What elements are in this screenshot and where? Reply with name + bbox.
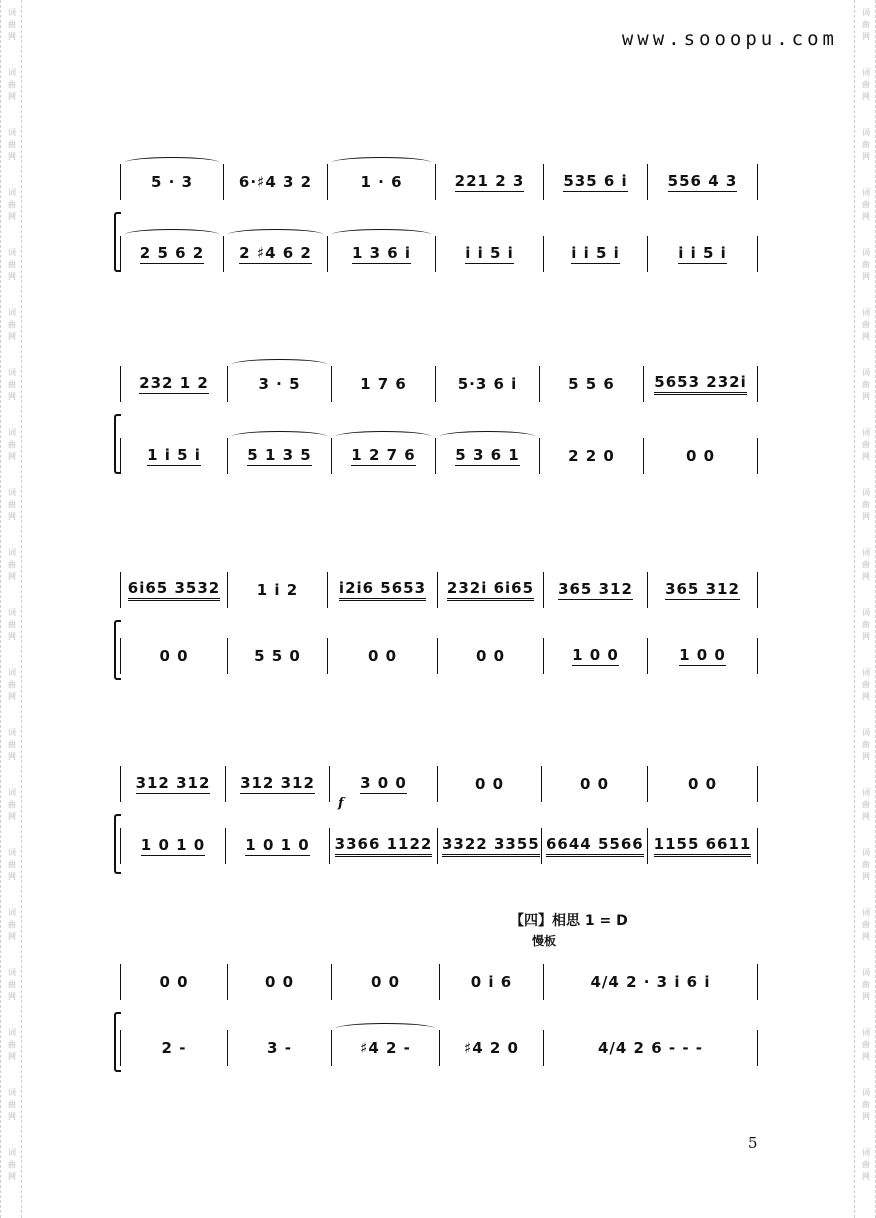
measure-notes: 5653 232i bbox=[654, 373, 746, 395]
dynamic-forte: f bbox=[338, 796, 344, 811]
margin-watermark-char: 网 bbox=[862, 152, 870, 161]
measure-notes: 5 5 0 bbox=[254, 647, 301, 665]
lower-staff bbox=[120, 236, 758, 272]
measure bbox=[648, 164, 758, 200]
margin-watermark-char: 网 bbox=[862, 692, 870, 701]
upper-staff bbox=[120, 164, 758, 200]
right-margin-watermark bbox=[854, 0, 876, 1218]
margin-watermark-char: 网 bbox=[862, 812, 870, 821]
margin-watermark-char: 网 bbox=[8, 1052, 16, 1061]
measure-notes: 365 312 bbox=[558, 580, 633, 598]
margin-watermark-char: 曲 bbox=[8, 140, 16, 149]
measure bbox=[120, 638, 228, 674]
margin-watermark-char: 曲 bbox=[862, 20, 870, 29]
margin-watermark-char: 网 bbox=[8, 752, 16, 761]
margin-watermark-char: 词 bbox=[8, 608, 16, 617]
tempo-marking: 慢板 bbox=[532, 934, 557, 948]
measure bbox=[224, 236, 328, 272]
measure bbox=[648, 572, 758, 608]
margin-watermark-char: 网 bbox=[862, 1052, 870, 1061]
measure bbox=[228, 638, 328, 674]
margin-watermark-char: 网 bbox=[862, 992, 870, 1001]
music-system-4 bbox=[120, 762, 758, 874]
measure bbox=[328, 236, 436, 272]
margin-watermark-char: 词 bbox=[8, 968, 16, 977]
measure-notes: 4/4 2 6 - - - bbox=[597, 1039, 703, 1057]
margin-watermark-char: 曲 bbox=[8, 800, 16, 809]
measure-notes: 3 0 0 bbox=[360, 774, 407, 792]
measure-notes: 2 5 6 2 bbox=[139, 244, 205, 262]
margin-watermark-char: 词 bbox=[8, 1148, 16, 1157]
measure bbox=[120, 366, 228, 402]
margin-watermark-char: 曲 bbox=[8, 620, 16, 629]
measure-notes: i i 5 i bbox=[465, 244, 514, 262]
margin-watermark-char: 曲 bbox=[8, 20, 16, 29]
margin-watermark-char: 网 bbox=[8, 92, 16, 101]
measure bbox=[544, 1030, 758, 1066]
measure-notes: 221 2 3 bbox=[454, 172, 525, 190]
measure-notes: 1 2 7 6 bbox=[351, 446, 416, 464]
measure bbox=[648, 828, 758, 864]
measure bbox=[644, 438, 758, 474]
margin-watermark-char: 词 bbox=[8, 848, 16, 857]
measure-notes: 0 0 bbox=[264, 973, 295, 991]
margin-watermark-char: 词 bbox=[862, 1028, 870, 1037]
margin-watermark-char: 曲 bbox=[862, 680, 870, 689]
margin-watermark-char: 网 bbox=[8, 872, 16, 881]
margin-watermark-char: 曲 bbox=[8, 1160, 16, 1169]
measure bbox=[644, 366, 758, 402]
measure bbox=[332, 964, 440, 1000]
margin-watermark-char: 网 bbox=[8, 812, 16, 821]
lower-staff bbox=[120, 1030, 758, 1066]
margin-watermark-char: 词 bbox=[862, 848, 870, 857]
measure-notes: 6·♯4 3 2 bbox=[238, 173, 313, 191]
margin-watermark-char: 网 bbox=[862, 1112, 870, 1121]
measure-notes: 312 312 bbox=[240, 774, 315, 792]
measure bbox=[436, 236, 544, 272]
margin-watermark-char: 词 bbox=[8, 728, 16, 737]
margin-watermark-char: 网 bbox=[8, 692, 16, 701]
measure-notes: 1 0 0 bbox=[679, 646, 726, 664]
measure bbox=[332, 438, 436, 474]
margin-watermark-char: 网 bbox=[862, 752, 870, 761]
margin-watermark-char: 曲 bbox=[862, 380, 870, 389]
music-system-2 bbox=[120, 362, 758, 474]
measure-notes: 3 · 5 bbox=[258, 375, 301, 393]
measure bbox=[328, 638, 438, 674]
measure-notes: 0 i 6 bbox=[470, 973, 513, 991]
measure bbox=[438, 828, 542, 864]
measure-notes: 5 3 6 1 bbox=[455, 446, 520, 464]
margin-watermark-char: 曲 bbox=[8, 380, 16, 389]
margin-watermark-char: 网 bbox=[8, 512, 16, 521]
measure bbox=[228, 964, 332, 1000]
music-system-5 bbox=[120, 960, 758, 1072]
margin-watermark-char: 网 bbox=[8, 1112, 16, 1121]
measure-notes: 6644 5566 bbox=[546, 835, 644, 857]
margin-watermark-char: 曲 bbox=[8, 680, 16, 689]
measure-notes: 6i65 3532 bbox=[128, 579, 220, 601]
measure-notes: i2i6 5653 bbox=[339, 579, 426, 601]
margin-watermark-char: 网 bbox=[862, 572, 870, 581]
margin-watermark-char: 网 bbox=[8, 1172, 16, 1181]
margin-watermark-char: 网 bbox=[862, 1172, 870, 1181]
measure-notes: 5·3 6 i bbox=[457, 375, 518, 393]
margin-watermark-char: 词 bbox=[8, 668, 16, 677]
measure-notes: 0 0 bbox=[685, 447, 716, 465]
measure-notes: 0 0 bbox=[367, 647, 398, 665]
measure bbox=[224, 164, 328, 200]
margin-watermark-char: 词 bbox=[8, 188, 16, 197]
margin-watermark-char: 词 bbox=[862, 908, 870, 917]
margin-watermark-char: 词 bbox=[862, 8, 870, 17]
margin-watermark-char: 网 bbox=[8, 272, 16, 281]
measure-notes: ♯4 2 0 bbox=[463, 1039, 519, 1057]
margin-watermark-char: 网 bbox=[8, 212, 16, 221]
measure-notes: 5 5 6 bbox=[568, 375, 615, 393]
measure-notes: 3322 3355 bbox=[442, 835, 540, 857]
measure-notes: 1 i 2 bbox=[256, 581, 299, 599]
measure-notes: 0 0 bbox=[159, 973, 189, 991]
margin-watermark-char: 词 bbox=[8, 1028, 16, 1037]
margin-watermark-char: 词 bbox=[862, 488, 870, 497]
margin-watermark-char: 曲 bbox=[862, 860, 870, 869]
measure-notes: 3 - bbox=[267, 1039, 292, 1057]
measure bbox=[440, 1030, 544, 1066]
measure-notes: 365 312 bbox=[665, 580, 740, 598]
margin-watermark-char: 词 bbox=[862, 428, 870, 437]
margin-watermark-char: 词 bbox=[862, 188, 870, 197]
lower-staff bbox=[120, 828, 758, 864]
margin-watermark-char: 网 bbox=[862, 392, 870, 401]
margin-watermark-char: 曲 bbox=[8, 740, 16, 749]
measure-notes: 2 2 0 bbox=[568, 447, 615, 465]
margin-watermark-char: 曲 bbox=[862, 500, 870, 509]
margin-watermark-char: 曲 bbox=[862, 980, 870, 989]
margin-watermark-char: 曲 bbox=[862, 80, 870, 89]
margin-watermark-char: 曲 bbox=[862, 1040, 870, 1049]
margin-watermark-char: 曲 bbox=[8, 860, 16, 869]
margin-watermark-char: 曲 bbox=[8, 440, 16, 449]
measure bbox=[228, 1030, 332, 1066]
upper-staff bbox=[120, 766, 758, 802]
measure-notes: 0 0 bbox=[475, 647, 506, 665]
margin-watermark-char: 词 bbox=[862, 308, 870, 317]
measure-notes: 1 0 1 0 bbox=[140, 836, 206, 854]
measure-notes: 4/4 2 · 3 i 6 i bbox=[590, 973, 711, 991]
measure-notes: 232 1 2 bbox=[139, 374, 209, 392]
margin-watermark-char: 曲 bbox=[862, 620, 870, 629]
margin-watermark-char: 曲 bbox=[862, 1160, 870, 1169]
measure-notes: 312 312 bbox=[135, 774, 211, 792]
margin-watermark-char: 网 bbox=[862, 932, 870, 941]
upper-staff bbox=[120, 964, 758, 1000]
margin-watermark-char: 词 bbox=[862, 68, 870, 77]
margin-watermark-char: 网 bbox=[8, 572, 16, 581]
measure bbox=[438, 572, 544, 608]
measure bbox=[436, 366, 540, 402]
margin-watermark-char: 曲 bbox=[862, 1100, 870, 1109]
margin-watermark-char: 网 bbox=[862, 872, 870, 881]
margin-watermark-char: 曲 bbox=[862, 560, 870, 569]
measure-notes: 5 1 3 5 bbox=[247, 446, 312, 464]
measure bbox=[120, 964, 228, 1000]
margin-watermark-char: 网 bbox=[862, 452, 870, 461]
measure bbox=[438, 638, 544, 674]
margin-watermark-char: 词 bbox=[862, 728, 870, 737]
margin-watermark-char: 词 bbox=[862, 968, 870, 977]
measure bbox=[544, 572, 648, 608]
section-title: 【四】相思 1 = D bbox=[510, 913, 628, 929]
margin-watermark-char: 曲 bbox=[8, 980, 16, 989]
margin-watermark-char: 网 bbox=[862, 32, 870, 41]
measure bbox=[328, 164, 436, 200]
measure bbox=[226, 828, 330, 864]
margin-watermark-char: 词 bbox=[862, 368, 870, 377]
measure-notes: 2 ♯4 6 2 bbox=[239, 244, 312, 262]
margin-watermark-char: 曲 bbox=[8, 320, 16, 329]
measure-notes: ♯4 2 - bbox=[360, 1039, 411, 1057]
margin-watermark-char: 曲 bbox=[862, 440, 870, 449]
measure bbox=[438, 766, 542, 802]
measure-notes: 3366 1122 bbox=[335, 835, 433, 857]
measure bbox=[120, 1030, 228, 1066]
margin-watermark-char: 曲 bbox=[8, 500, 16, 509]
lower-staff bbox=[120, 638, 758, 674]
page-number: 5 bbox=[748, 1134, 758, 1152]
margin-watermark-char: 词 bbox=[8, 488, 16, 497]
site-url[interactable]: www.sooopu.com bbox=[621, 28, 838, 50]
measure-notes: 1 3 6 i bbox=[351, 244, 412, 262]
music-system-3 bbox=[120, 568, 758, 680]
measure bbox=[226, 766, 330, 802]
margin-watermark-char: 词 bbox=[8, 128, 16, 137]
measure bbox=[330, 766, 438, 802]
music-system-1 bbox=[120, 160, 758, 272]
margin-watermark-char: 曲 bbox=[862, 920, 870, 929]
margin-watermark-char: 词 bbox=[862, 248, 870, 257]
measure-notes: 232i 6i65 bbox=[447, 579, 534, 601]
measure-notes: 5 · 3 bbox=[150, 173, 194, 191]
measure-notes: 535 6 i bbox=[563, 172, 628, 190]
margin-watermark-char: 曲 bbox=[8, 80, 16, 89]
measure bbox=[120, 828, 226, 864]
measure bbox=[120, 572, 228, 608]
margin-watermark-char: 词 bbox=[8, 908, 16, 917]
measure-notes: i i 5 i bbox=[678, 244, 727, 262]
upper-staff bbox=[120, 572, 758, 608]
measure-notes: 1 · 6 bbox=[360, 173, 403, 191]
measure bbox=[332, 1030, 440, 1066]
measure-notes: 1155 6611 bbox=[654, 835, 752, 857]
measure-notes: i i 5 i bbox=[571, 244, 620, 262]
margin-watermark-char: 网 bbox=[8, 32, 16, 41]
measure-notes: 0 0 bbox=[370, 973, 401, 991]
margin-watermark-char: 词 bbox=[8, 788, 16, 797]
upper-staff bbox=[120, 366, 758, 402]
margin-watermark-char: 词 bbox=[862, 788, 870, 797]
margin-watermark-char: 曲 bbox=[862, 740, 870, 749]
margin-watermark-char: 词 bbox=[862, 548, 870, 557]
measure bbox=[542, 766, 648, 802]
measure bbox=[228, 366, 332, 402]
measure bbox=[648, 638, 758, 674]
margin-watermark-char: 网 bbox=[8, 392, 16, 401]
measure bbox=[120, 236, 224, 272]
measure bbox=[120, 164, 224, 200]
margin-watermark-char: 网 bbox=[8, 632, 16, 641]
measure-notes: 0 0 bbox=[579, 775, 610, 793]
measure bbox=[544, 964, 758, 1000]
measure bbox=[544, 236, 648, 272]
margin-watermark-char: 网 bbox=[8, 932, 16, 941]
margin-watermark-char: 词 bbox=[8, 248, 16, 257]
margin-watermark-char: 词 bbox=[862, 608, 870, 617]
margin-watermark-char: 曲 bbox=[862, 200, 870, 209]
margin-watermark-char: 词 bbox=[862, 1088, 870, 1097]
margin-watermark-char: 曲 bbox=[8, 920, 16, 929]
margin-watermark-char: 词 bbox=[862, 1148, 870, 1157]
margin-watermark-char: 词 bbox=[8, 8, 16, 17]
margin-watermark-char: 词 bbox=[8, 428, 16, 437]
measure-notes: 556 4 3 bbox=[667, 172, 738, 190]
measure bbox=[540, 366, 644, 402]
measure bbox=[328, 572, 438, 608]
margin-watermark-char: 网 bbox=[862, 332, 870, 341]
margin-watermark-char: 词 bbox=[8, 368, 16, 377]
margin-watermark-char: 词 bbox=[8, 68, 16, 77]
margin-watermark-char: 曲 bbox=[8, 1100, 16, 1109]
margin-watermark-char: 网 bbox=[8, 332, 16, 341]
margin-watermark-char: 网 bbox=[862, 512, 870, 521]
measure-notes: 0 0 bbox=[687, 775, 718, 793]
measure-notes: 0 0 bbox=[159, 647, 189, 665]
measure bbox=[120, 438, 228, 474]
margin-watermark-char: 词 bbox=[8, 308, 16, 317]
margin-watermark-char: 曲 bbox=[862, 140, 870, 149]
margin-watermark-char: 曲 bbox=[8, 260, 16, 269]
measure bbox=[544, 638, 648, 674]
measure bbox=[542, 828, 648, 864]
measure bbox=[228, 572, 328, 608]
measure bbox=[330, 828, 438, 864]
margin-watermark-char: 曲 bbox=[862, 260, 870, 269]
margin-watermark-char: 词 bbox=[862, 668, 870, 677]
margin-watermark-char: 词 bbox=[8, 548, 16, 557]
measure bbox=[120, 766, 226, 802]
lower-staff bbox=[120, 438, 758, 474]
measure-notes: 2 - bbox=[161, 1039, 187, 1057]
measure bbox=[648, 236, 758, 272]
margin-watermark-char: 曲 bbox=[8, 200, 16, 209]
measure-notes: 1 0 1 0 bbox=[245, 836, 310, 854]
measure bbox=[544, 164, 648, 200]
measure bbox=[436, 438, 540, 474]
measure-notes: 1 7 6 bbox=[360, 375, 407, 393]
measure bbox=[228, 438, 332, 474]
measure bbox=[436, 164, 544, 200]
margin-watermark-char: 网 bbox=[862, 212, 870, 221]
margin-watermark-char: 曲 bbox=[8, 560, 16, 569]
margin-watermark-char: 词 bbox=[8, 1088, 16, 1097]
measure bbox=[440, 964, 544, 1000]
margin-watermark-char: 网 bbox=[8, 992, 16, 1001]
measure-notes: 1 0 0 bbox=[572, 646, 619, 664]
measure bbox=[540, 438, 644, 474]
margin-watermark-char: 网 bbox=[862, 272, 870, 281]
margin-watermark-char: 词 bbox=[862, 128, 870, 137]
measure bbox=[648, 766, 758, 802]
margin-watermark-char: 网 bbox=[8, 452, 16, 461]
measure bbox=[332, 366, 436, 402]
left-margin-watermark bbox=[0, 0, 22, 1218]
margin-watermark-char: 曲 bbox=[8, 1040, 16, 1049]
margin-watermark-char: 网 bbox=[862, 92, 870, 101]
margin-watermark-char: 曲 bbox=[862, 320, 870, 329]
margin-watermark-char: 网 bbox=[8, 152, 16, 161]
measure-notes: 0 0 bbox=[474, 775, 505, 793]
margin-watermark-char: 曲 bbox=[862, 800, 870, 809]
measure-notes: 1 i 5 i bbox=[147, 446, 201, 464]
margin-watermark-char: 网 bbox=[862, 632, 870, 641]
